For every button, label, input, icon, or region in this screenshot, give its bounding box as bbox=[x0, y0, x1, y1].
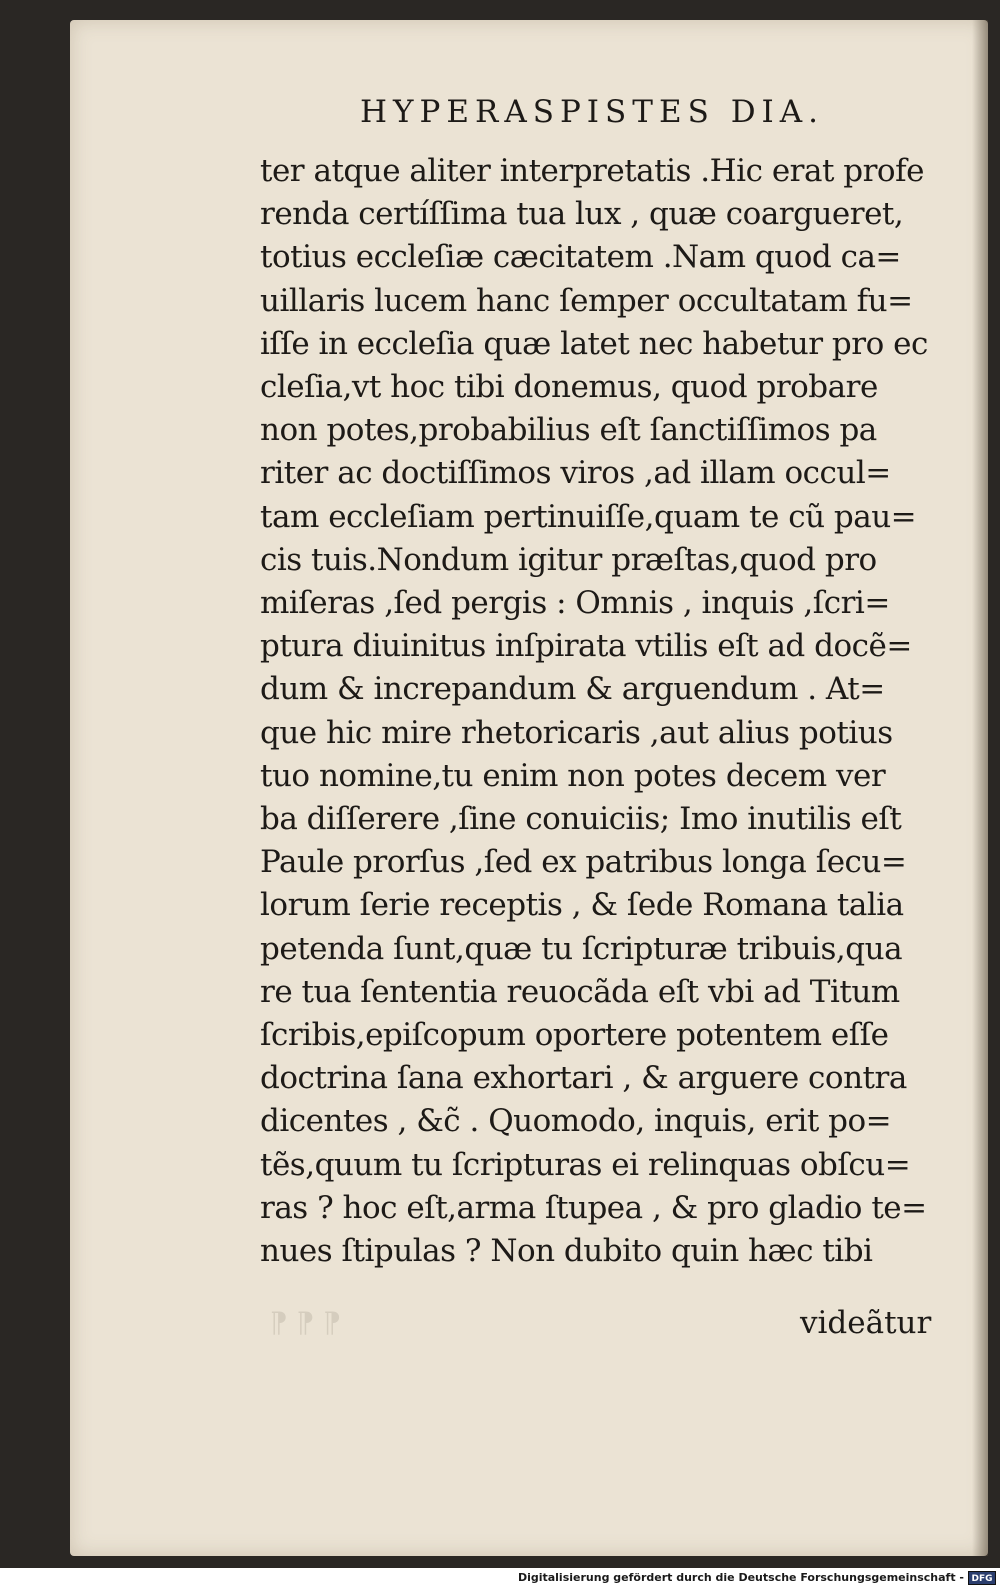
text-line: nues ſtipulas ? Non dubito quin hæc tibi bbox=[260, 1233, 873, 1270]
text-line: uillaris lucem hanc ſemper occultatam fu= bbox=[260, 282, 913, 319]
text-line: doctrina ſana exhortari , & arguere contra bbox=[260, 1060, 907, 1097]
text-line: cis tuis.Nondum igitur præſtas,quod pro bbox=[260, 541, 877, 578]
text-line: tuo nomine,tu enim non potes decem ver bbox=[260, 757, 886, 794]
text-line: cleſia,vt hoc tibi donemus, quod probare bbox=[260, 369, 878, 406]
text-line: totius eccleſiæ cæcitatem .Nam quod ca= bbox=[260, 239, 901, 276]
text-line: dicentes , &c̃ . Quomodo, inquis, erit po= bbox=[260, 1103, 892, 1140]
book-page bbox=[70, 20, 988, 1556]
text-line: dum & increpandum & arguendum . At= bbox=[260, 671, 885, 708]
text-block bbox=[260, 150, 960, 1273]
text-line: lorum ſerie receptis , & ſede Romana talia bbox=[260, 887, 904, 924]
funding-credit: Digitalisierung gefördert durch die Deutsche Forschungsgemeinschaft - bbox=[517, 1571, 964, 1584]
running-head: HYPERASPISTES DIA. bbox=[360, 94, 825, 130]
text-line: non potes,probabilius eſt ſanctiſſimos pa bbox=[260, 412, 877, 449]
text-line: renda certíſſima tua lux , quæ coargueret, bbox=[260, 196, 904, 233]
text-line: ras ? hoc eſt,arma ſtupea , & pro gladio te= bbox=[260, 1189, 927, 1226]
text-line: miſeras ,ſed pergis : Omnis , inquis ,ſcri= bbox=[260, 585, 890, 622]
text-line: re tua ſententia reuocãda eſt vbi ad Titum bbox=[260, 973, 900, 1010]
text-line: Paule prorſus ,ſed ex patribus longa ſecu= bbox=[260, 844, 907, 881]
catchword: videãtur bbox=[800, 1305, 932, 1341]
text-line: riter ac doctiſſimos viros ,ad illam occul= bbox=[260, 455, 891, 492]
text-line: ter atque aliter interpretatis .Hic erat profe bbox=[260, 153, 924, 189]
dfg-logo-icon: DFG bbox=[968, 1571, 996, 1585]
text-line: que hic mire rhetoricaris ,aut alius potius bbox=[260, 714, 893, 751]
show-through-bleed: ¶ ¶ ¶ bbox=[270, 1306, 342, 1339]
text-line: ſcribis,epiſcopum oportere potentem eſſe bbox=[260, 1017, 889, 1054]
text-line: iſſe in eccleſia quæ latet nec habetur pro ec bbox=[260, 325, 928, 362]
text-line: petenda ſunt,quæ tu ſcripturæ tribuis,qua bbox=[260, 930, 903, 967]
text-line: tam eccleſiam pertinuiſſe,quam te cũ pau= bbox=[260, 498, 917, 535]
footer-bar bbox=[0, 1568, 1000, 1590]
text-line: ptura diuinitus inſpirata vtilis eſt ad docẽ= bbox=[260, 628, 912, 665]
text-line: tẽs,quum tu ſcripturas ei relinquas obſcu= bbox=[260, 1146, 911, 1183]
page-edge-shadow bbox=[972, 20, 988, 1556]
text-line: ba diſſerere ,ſine conuiciis; Imo inutilis eſt bbox=[260, 801, 902, 838]
